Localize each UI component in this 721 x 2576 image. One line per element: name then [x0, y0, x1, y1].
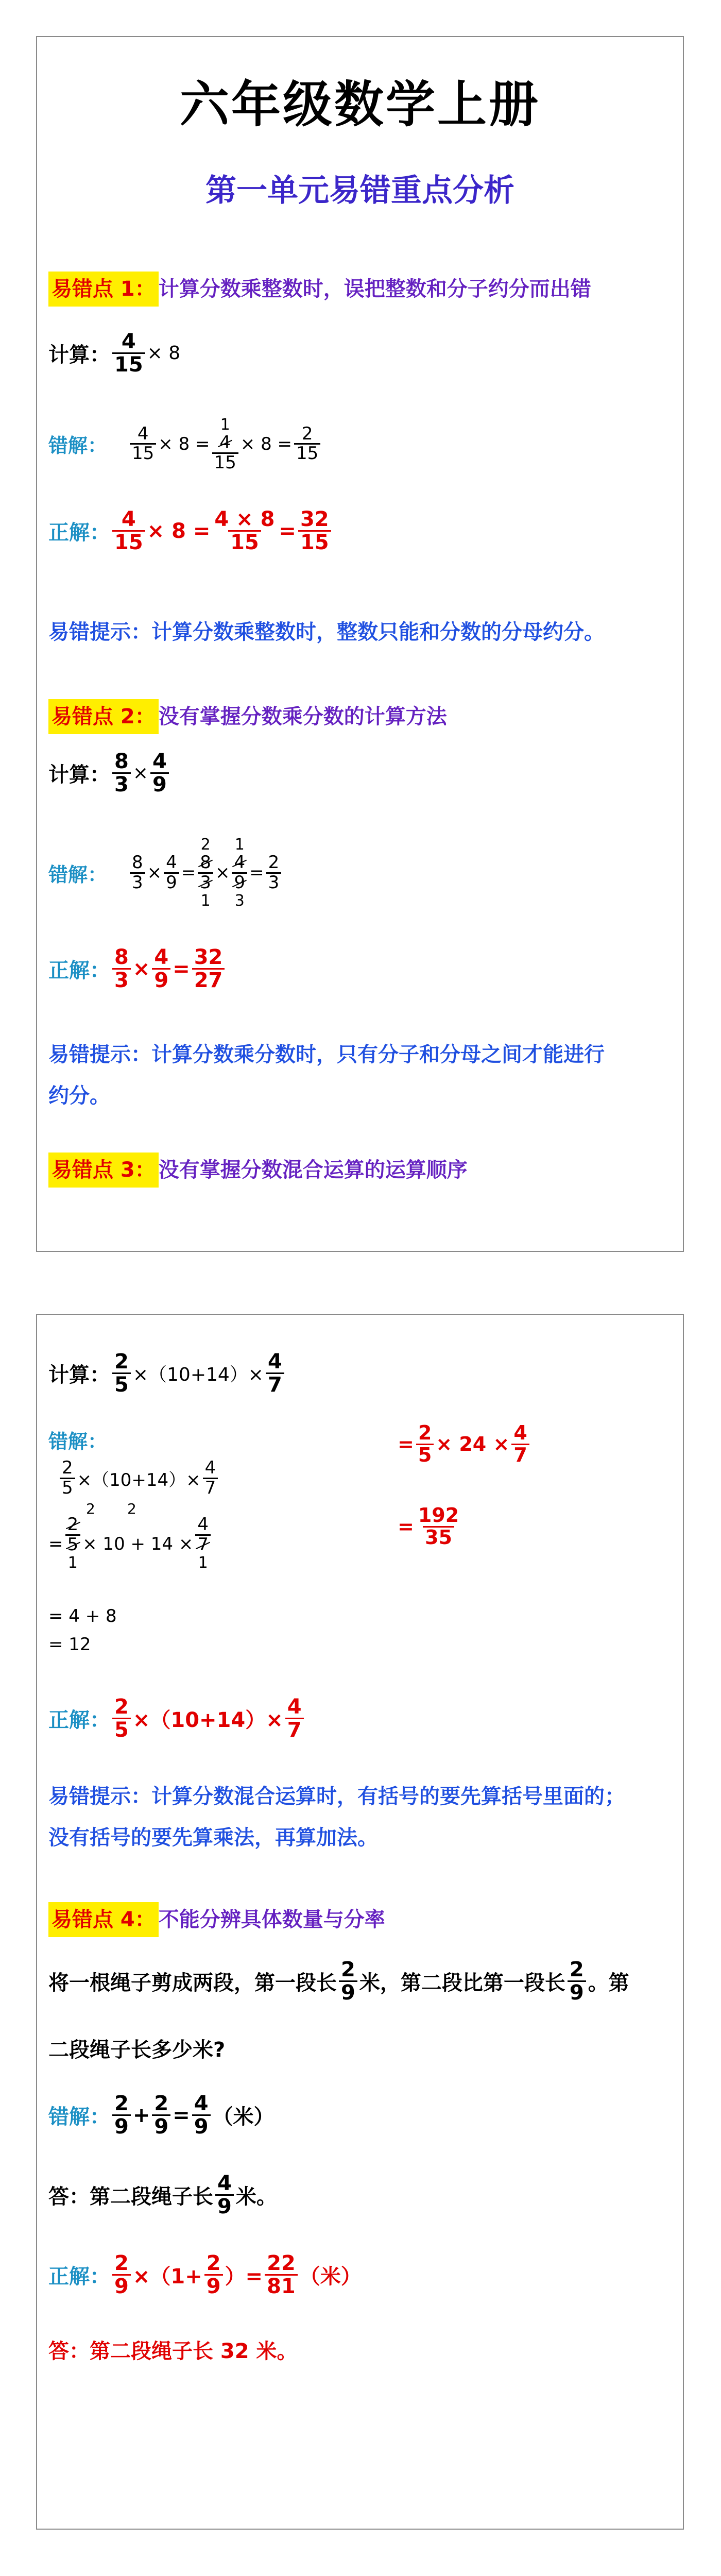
fraction-numerator: 2	[206, 2251, 221, 2275]
error-point-3-tag: 易错点 3：	[48, 1153, 159, 1188]
fraction-denominator: 27	[192, 968, 225, 991]
fraction-denominator: 3	[266, 872, 282, 892]
fraction-numerator: 2	[268, 852, 280, 873]
fraction-numerator: 2	[154, 2092, 169, 2115]
page-title: 六年级数学上册	[180, 76, 540, 133]
operator: ×	[147, 862, 162, 884]
fraction-denominator: 15	[212, 452, 238, 472]
fraction-denominator: 15	[112, 352, 145, 376]
operator: =	[398, 1515, 414, 1538]
point-3-wrong-step-3: = 4 + 8	[48, 1606, 117, 1626]
fraction-numerator: 32	[194, 945, 223, 969]
fraction-numerator: 4	[513, 1421, 527, 1444]
reduced-value: 1	[234, 836, 245, 854]
answer-text: 米。	[235, 2185, 277, 2209]
fraction-denominator: 5	[112, 1372, 131, 1396]
point-3-wrong-step-2	[48, 1516, 213, 1572]
point-4-question-line-1	[48, 1959, 629, 2004]
operator: × 8 =	[147, 519, 211, 543]
reduced-value: 2	[86, 1500, 95, 1517]
point-1-tip	[48, 617, 605, 648]
fraction-denominator: 3	[112, 772, 131, 795]
document-page-1	[36, 36, 684, 1252]
answer-text: 答：第二段绳子长	[48, 2185, 213, 2209]
expression-middle: × 10 + 14 ×	[82, 1533, 194, 1554]
fraction-numerator: 4	[121, 507, 136, 531]
point-1-right	[48, 509, 333, 553]
error-point-1-heading	[48, 272, 591, 307]
fraction-denominator: 9	[192, 2114, 211, 2138]
fraction-numerator: 4	[166, 852, 177, 873]
fraction-numerator: 4 × 8	[214, 507, 275, 531]
fraction-denominator: 9	[339, 1980, 357, 2004]
tip-text-line-1: 计算分数混合运算时，有括号的要先算括号里面的；	[151, 1785, 625, 1808]
reduced-value: 1	[67, 1554, 78, 1572]
fraction-denominator: 15	[112, 530, 145, 553]
point-1-calc	[48, 331, 180, 376]
point-3-right	[48, 1696, 306, 1741]
error-point-4-desc: 不能分辨具体数量与分率	[158, 1908, 385, 1931]
operator: =	[48, 1533, 63, 1554]
operator: =	[173, 2103, 190, 2127]
error-point-4-heading	[48, 1902, 385, 1937]
fraction-numerator: 2	[114, 2092, 129, 2115]
calc-label: 计算：	[48, 343, 110, 367]
reduced-value: 1	[198, 1554, 208, 1572]
fraction-denominator: 5	[416, 1444, 434, 1466]
error-point-1-tag: 易错点 1：	[48, 272, 159, 307]
expression-middle: ×（10+14）×	[132, 1708, 283, 1732]
wrong-label: 错解：	[48, 863, 108, 886]
point-3-side-step-2	[398, 1505, 463, 1548]
fraction-numerator: 8	[114, 750, 129, 773]
operator: =	[173, 957, 190, 981]
point-4-wrong	[48, 2093, 274, 2138]
point-4-right-answer: 答：第二段绳子长 32 米。	[48, 2340, 298, 2363]
fraction-denominator: 7	[511, 1444, 529, 1466]
operator: ×	[132, 762, 149, 784]
operator: =	[279, 519, 296, 543]
page-subtitle: 第一单元易错重点分析	[205, 173, 514, 209]
fraction-numerator: 4	[194, 2092, 209, 2115]
fraction-denominator: 9	[232, 872, 247, 892]
fraction-numerator: 8	[114, 945, 129, 969]
fraction-numerator: 22	[267, 2251, 296, 2275]
fraction-denominator: 7	[266, 1372, 284, 1396]
error-point-3-desc: 没有掌握分数混合运算的运算顺序	[158, 1158, 468, 1182]
operator: × 8 =	[158, 433, 210, 454]
fraction-numerator: 4	[267, 1350, 282, 1374]
fraction-numerator: 4	[287, 1695, 302, 1719]
fraction-denominator: 9	[152, 968, 170, 991]
question-text: 将一根绳子剪成两段，第一段长	[48, 1971, 337, 1995]
error-point-4-tag: 易错点 4：	[48, 1902, 159, 1937]
fraction-denominator: 81	[265, 2274, 298, 2297]
point-3-tip	[48, 1776, 625, 1858]
unit: （米）	[212, 2105, 274, 2129]
error-point-2-desc: 没有掌握分数乘分数的计算方法	[158, 705, 447, 728]
fraction-numerator: 192	[418, 1504, 459, 1527]
fraction-numerator: 4	[217, 2172, 232, 2195]
error-point-1-desc: 计算分数乘整数时，误把整数和分子约分而出错	[158, 277, 591, 301]
fraction-denominator: 9	[152, 2114, 170, 2138]
fraction-numerator: 2	[114, 1695, 129, 1719]
right-label: 正解：	[48, 2265, 110, 2289]
reduced-value: 2	[127, 1500, 136, 1517]
fraction-denominator: 15	[228, 530, 261, 553]
fraction-denominator: 7	[203, 1478, 218, 1498]
fraction-denominator: 7	[195, 1534, 211, 1554]
document-page-2	[36, 1314, 684, 2530]
reduced-value: 3	[234, 892, 245, 910]
error-point-2-tag: 易错点 2：	[48, 699, 159, 734]
fraction-denominator: 9	[112, 2274, 131, 2297]
fraction-denominator: 3	[130, 872, 145, 892]
tip-text-line-2: 约分。	[48, 1084, 110, 1108]
fraction-numerator: 4	[232, 854, 247, 872]
operator: =	[249, 862, 264, 884]
fraction-denominator: 5	[60, 1478, 75, 1498]
wrong-label: 错解：	[48, 2105, 110, 2129]
operator: =	[398, 1433, 414, 1456]
tip-text-line-2: 没有括号的要先算乘法，再算加法。	[48, 1826, 378, 1850]
fraction-numerator: 2	[301, 423, 313, 444]
tip-label: 易错提示：	[48, 1043, 151, 1066]
fraction-numerator: 4	[137, 423, 149, 444]
point-1-wrong	[48, 416, 322, 472]
fraction-numerator: 2	[114, 2251, 129, 2275]
right-label: 正解：	[48, 959, 110, 982]
fraction-denominator: 9	[215, 2194, 234, 2217]
fraction-numerator: 8	[132, 852, 143, 873]
reduced-value: 1	[200, 892, 211, 910]
operator: +	[132, 2103, 150, 2127]
tip-text-line-1: 计算分数乘分数时，只有分子和分母之间才能进行	[151, 1043, 605, 1066]
point-2-right	[48, 946, 227, 991]
fraction-denominator: 3	[112, 968, 131, 991]
unit: （米）	[299, 2265, 362, 2289]
fraction-denominator: 3	[198, 872, 213, 892]
tip-label: 易错提示：	[48, 620, 151, 644]
operator: × 8 =	[240, 433, 293, 454]
error-point-3-heading	[48, 1153, 468, 1188]
calc-tail: × 8	[147, 343, 181, 364]
fraction-denominator: 15	[298, 530, 331, 553]
fraction-numerator: 4	[217, 434, 233, 452]
wrong-label: 错解：	[48, 434, 108, 457]
right-label: 正解：	[48, 521, 110, 545]
fraction-numerator: 2	[62, 1458, 73, 1478]
tip-text: 计算分数乘整数时，整数只能和分数的分母约分。	[151, 620, 605, 644]
fraction-numerator: 2	[341, 1958, 355, 1981]
expression-middle: ×（10+14）×	[77, 1469, 201, 1490]
question-text: 。第	[588, 1971, 629, 1995]
fraction-denominator: 15	[294, 443, 320, 463]
point-4-right	[48, 2252, 362, 2297]
fraction-numerator: 4	[197, 1514, 209, 1535]
point-3-side-step-1	[398, 1423, 531, 1466]
fraction-numerator: 4	[204, 1458, 216, 1478]
question-text: 米，第二段比第一段长	[359, 1971, 565, 1995]
fraction-denominator: 9	[112, 2114, 131, 2138]
fraction-denominator: 7	[285, 1718, 304, 1741]
fraction-numerator: 2	[114, 1350, 129, 1374]
operator: ）=	[225, 2265, 263, 2289]
fraction-denominator: 5	[65, 1534, 81, 1554]
operator: =	[181, 862, 196, 884]
expression-middle: ×（10+14）×	[132, 1364, 264, 1385]
fraction-numerator: 4	[154, 945, 169, 969]
fraction-denominator: 35	[423, 1526, 454, 1548]
fraction-numerator: 8	[198, 854, 213, 872]
reduced-value: 2	[200, 836, 211, 854]
tip-label: 易错提示：	[48, 1785, 151, 1808]
reduced-value: 1	[220, 416, 230, 434]
fraction-denominator: 9	[150, 772, 169, 795]
fraction-numerator: 2	[418, 1421, 432, 1444]
fraction-numerator: 4	[152, 750, 167, 773]
wrong-label: 错解：	[48, 1430, 108, 1453]
fraction-denominator: 9	[568, 1980, 586, 2004]
error-point-2-heading	[48, 699, 447, 734]
point-3-wrong-step-1	[58, 1459, 220, 1497]
fraction-denominator: 9	[204, 2274, 223, 2297]
point-4-wrong-answer	[48, 2173, 277, 2217]
operator: ×	[215, 862, 230, 884]
operator: ×	[132, 957, 150, 981]
point-2-wrong	[48, 836, 283, 910]
point-4-question-line-2: 二段绳子长多少米?	[48, 2038, 226, 2062]
point-3-wrong-step-4: = 12	[48, 1634, 91, 1655]
point-2-calc	[48, 751, 171, 795]
fraction-numerator: 2	[65, 1516, 81, 1534]
fraction-denominator: 15	[130, 443, 156, 463]
calc-label: 计算：	[48, 1363, 110, 1387]
expression-middle: ×（1+	[132, 2265, 202, 2289]
point-2-tip	[48, 1034, 605, 1116]
fraction-denominator: 9	[164, 872, 179, 892]
calc-label: 计算：	[48, 763, 110, 787]
right-label: 正解：	[48, 1708, 110, 1732]
fraction-numerator: 32	[300, 507, 329, 531]
fraction-denominator: 5	[112, 1718, 131, 1741]
point-3-calc	[48, 1351, 286, 1396]
fraction-numerator: 2	[569, 1958, 584, 1981]
fraction-numerator: 4	[121, 330, 136, 353]
expression-middle: × 24 ×	[436, 1433, 510, 1456]
